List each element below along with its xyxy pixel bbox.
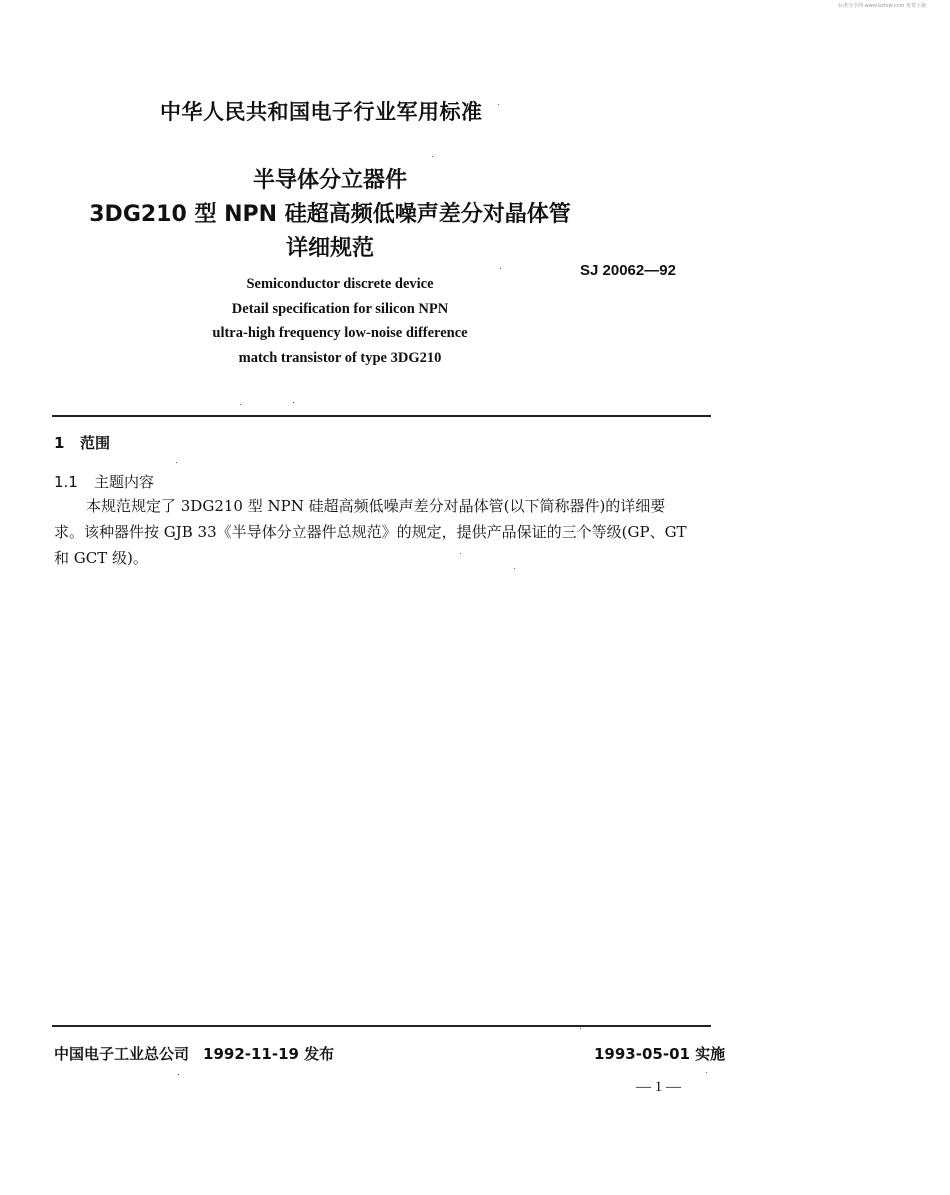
issuer-name: 中国电子工业总公司 [54,1045,190,1063]
scan-speck [580,1028,581,1029]
scan-speck [706,1072,707,1073]
english-title-line-2: Detail specification for silicon NPN [231,301,449,317]
title-line-1: 半导体分立器件 [252,168,407,193]
scan-speck [176,462,177,463]
footer-issue-info [54,1043,334,1064]
title-line-3: 详细规范 [285,236,374,261]
section-title: 范围 [80,434,111,452]
section-heading [54,432,110,453]
section-number: 1 [54,434,65,452]
scan-speck [293,402,294,403]
english-title-line-3: ultra-high frequency low-noise difference [212,325,468,341]
issue-date: 1992-11-19 发布 [203,1045,335,1063]
standard-category-header: 中华人民共和国电子行业军用标准 [160,100,483,124]
paragraph-line: 求。该种器件按 GJB 33《半导体分立器件总规范》的规定，提供产品保证的三个等级(GP、GT [54,523,687,541]
scan-speck [240,404,241,405]
scan-speck [178,1074,179,1075]
footer-divider [52,1025,711,1027]
standard-number: SJ 20062—92 [580,262,676,279]
subsection-number: 1.1 [54,473,78,491]
scan-speck [432,156,433,157]
english-title-line-1: Semiconductor discrete device [246,276,434,292]
scan-speck [500,268,501,269]
paragraph-line: 和 GCT 级)。 [54,549,148,567]
scan-speck [460,553,461,554]
paragraph-line: 本规范规定了 3DG210 型 NPN 硅超高频低噪声差分对晶体管(以下简称器件)的详细要 [86,497,666,515]
effective-date: 1993-05-01 实施 [594,1045,726,1063]
header-divider [52,415,711,417]
subsection-title: 主题内容 [94,473,155,491]
subsection-heading [54,471,154,492]
page-number: — 1 — [636,1079,681,1095]
scan-speck [514,568,515,569]
watermark-text: 标准分享网 www.bzfxw.com 免费下载 [838,3,926,9]
scan-speck [498,104,499,105]
english-title-line-4: match transistor of type 3DG210 [238,350,442,366]
title-line-2: 3DG210 型 NPN 硅超高频低噪声差分对晶体管 [89,202,571,227]
